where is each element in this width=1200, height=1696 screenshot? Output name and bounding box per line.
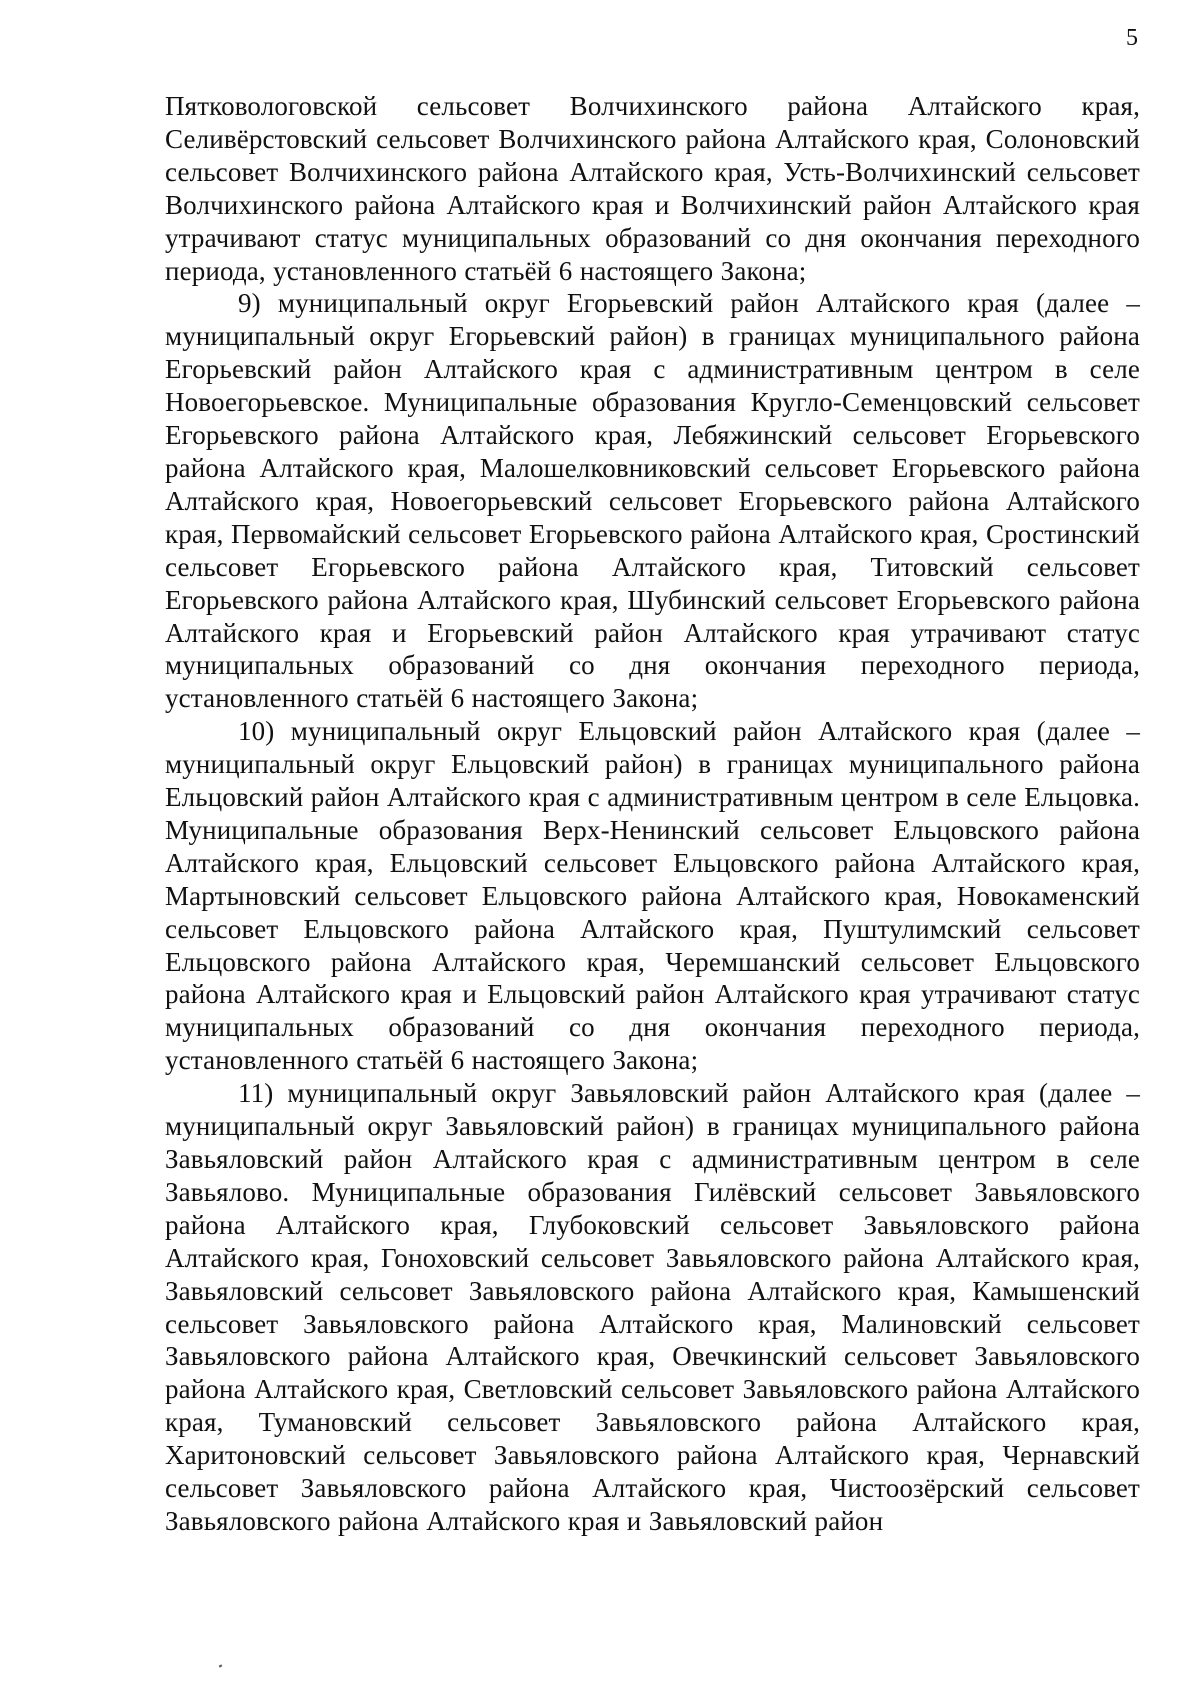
paragraph-continuation: Пятковологовской сельсовет Волчихинского района Алтайского края, Селивёрстовский сельсовет Волчихинского района Алтайского края, Солоновский сельсовет Волчихинского района Алтайского края, Усть-Волчихинский сельсовет Волчихинского района Алтайского края и Волчихинский район Алтайского края утрачивают статус муниципальных образований со дня окончания переходного периода, установленного статьёй 6 настоящего Закона; <box>165 91 1140 286</box>
paragraph-item-11: 11) муниципальный округ Завьяловский район Алтайского края (далее – муниципальный округ Завьяловский район) в границах муниципального района Завьяловский район Алтайского края с административным центром в селе Завьялово. Муниципальные образования Гилёвский сельсовет Завьяловского района Алтайского края, Глубоковский сельсовет Завьяловского района Алтайского края, Гоноховский сельсовет Завьяловского района Алтайского края, Завьяловский сельсовет Завьяловского района Алтайского края, Камышенский сельсовет Завьяловского района Алтайского края, Малиновский сельсовет Завьяловского района Алтайского края, Овечкинский сельсовет Завьяловского района Алтайского края, Светловский сельсовет Завьяловского района Алтайского края, Тумановский сельсовет Завьяловского района Алтайского края, Харитоновский сельсовет Завьяловского района Алтайского края, Чернавский сельсовет Завьяловского района Алтайского края, Чистоозёрский сельсовет Завьяловского района Алтайского края и Завьяловский район <box>165 1078 1140 1536</box>
scan-artifact-mark <box>219 1664 223 1667</box>
page-number: 5 <box>1126 25 1138 51</box>
paragraph-item-10: 10) муниципальный округ Ельцовский район Алтайского края (далее – муниципальный округ Ельцовский район) в границах муниципального района Ельцовский район Алтайского края с административным центром в селе Ельцовка. Муниципальные образования Верх-Ненинский сельсовет Ельцовского района Алтайского края, Ельцовский сельсовет Ельцовского района Алтайского края, Мартыновский сельсовет Ельцовского района Алтайского края, Новокаменский сельсовет Ельцовского района Алтайского края, Пуштулимский сельсовет Ельцовского района Алтайского края, Черемшанский сельсовет Ельцовского района Алтайского края и Ельцовский район Алтайского края утрачивают статус муниципальных образований со дня окончания переходного периода, установленного статьёй 6 настоящего Закона; <box>165 716 1140 1076</box>
paragraph-item-9: 9) муниципальный округ Егорьевский район Алтайского края (далее – муниципальный округ Егорьевский район) в границах муниципального района Егорьевский район Алтайского края с административным центром в селе Новоегорьевское. Муниципальные образования Кругло-Семенцовский сельсовет Егорьевского района Алтайского края, Лебяжинский сельсовет Егорьевского района Алтайского края, Малошелковниковский сельсовет Егорьевского района Алтайского края, Новоегорьевский сельсовет Егорьевского района Алтайского края, Первомайский сельсовет Егорьевского района Алтайского края, Сростинский сельсовет Егорьевского района Алтайского края, Титовский сельсовет Егорьевского района Алтайского края, Шубинский сельсовет Егорьевского района Алтайского края и Егорьевский район Алтайского края утрачивают статус муниципальных образований со дня окончания переходного периода, установленного статьёй 6 настоящего Закона; <box>165 288 1140 714</box>
document-body <box>165 90 1140 1538</box>
